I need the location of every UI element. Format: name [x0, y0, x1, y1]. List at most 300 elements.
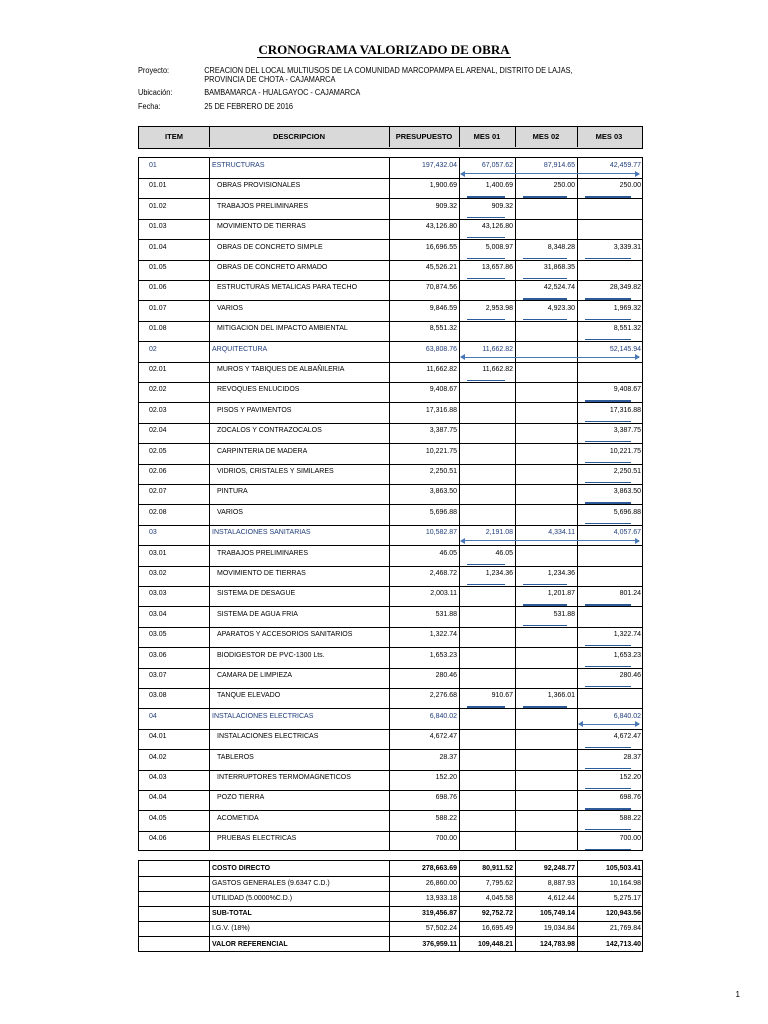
item-code: 03.05 [149, 631, 167, 639]
gantt-bar [467, 258, 505, 259]
column-divider [577, 403, 578, 423]
month2-value [517, 484, 575, 504]
month1-value [459, 280, 513, 300]
budget-value: 46.05 [439, 549, 457, 557]
column-divider [577, 525, 578, 545]
budget-value: 6,840.02 [429, 712, 457, 720]
month2-value [517, 811, 575, 831]
month3-value: 4,057.67 [613, 529, 641, 537]
month1-value: 2,191.08 [485, 529, 513, 537]
summary-row [139, 861, 642, 877]
item-code: 01.05 [149, 264, 167, 271]
summary-budget: 278,663.69 [421, 865, 457, 872]
column-divider [515, 709, 516, 729]
column-divider [209, 811, 210, 831]
item-code: 02.02 [149, 386, 167, 394]
month2-value [517, 444, 575, 464]
table-row [139, 546, 642, 567]
item-code: 01.01 [149, 182, 167, 190]
summary-month2: 124,783.98 [539, 940, 575, 948]
column-divider [515, 811, 516, 831]
summary-month2: 8,887.93 [547, 880, 575, 888]
column-divider [209, 831, 210, 851]
gantt-bar [467, 380, 505, 381]
column-divider [209, 861, 210, 876]
column-divider [577, 342, 578, 362]
item-description: APARATOS Y ACCESORIOS SANITARIOS [217, 631, 353, 639]
location-label: Ubicación: [138, 88, 173, 97]
month2-value: 1,366.01 [547, 692, 575, 700]
column-divider [577, 464, 578, 484]
summary-label: COSTO DIRECTO [212, 865, 271, 872]
summary-label: I.G.V. (18%) [212, 925, 250, 933]
month1-value: 11,662.82 [482, 345, 513, 353]
month2-value [517, 219, 575, 239]
budget-value: 1,900.69 [429, 182, 457, 190]
gantt-bar [585, 339, 631, 340]
summary-month1: 109,448.21 [477, 940, 513, 948]
item-code: 03.02 [149, 570, 167, 577]
item-code: 04.05 [149, 814, 167, 822]
column-divider [577, 240, 578, 260]
column-divider [577, 906, 578, 921]
column-divider [209, 586, 210, 606]
table-row [139, 219, 642, 240]
column-divider [209, 342, 210, 362]
budget-value: 2,276.68 [429, 692, 457, 700]
column-divider [515, 444, 516, 464]
month3-value: 1,653.23 [613, 651, 641, 659]
item-description: MITIGACION DEL IMPACTO AMBIENTAL [217, 325, 348, 333]
gantt-bar [467, 706, 505, 707]
item-code: 03.07 [149, 672, 167, 679]
budget-value: 2,250.51 [429, 468, 457, 475]
document-title [0, 42, 768, 58]
gantt-bar [585, 747, 631, 748]
month3-value [579, 219, 641, 239]
gantt-bar [585, 400, 631, 401]
table-row [139, 423, 642, 444]
table-row [139, 831, 642, 851]
column-divider [515, 403, 516, 423]
summary-table [138, 860, 643, 952]
item-description: TANQUE ELEVADO [217, 692, 281, 700]
column-divider [577, 321, 578, 341]
item-description: VARIOS [217, 508, 243, 516]
column-divider [577, 627, 578, 647]
duration-arrow [461, 357, 639, 358]
column-divider [515, 586, 516, 606]
column-divider [577, 831, 578, 851]
budget-value: 5,696.88 [429, 508, 457, 516]
summary-label: SUB-TOTAL [212, 910, 252, 918]
column-divider [515, 301, 516, 321]
project-label: Proyecto: [138, 66, 170, 75]
month3-value: 52,145.94 [609, 345, 641, 353]
header-mes3: MES 03 [595, 132, 623, 141]
item-description: ESTRUCTURAS METALICAS PARA TECHO [217, 284, 358, 292]
month2-value [517, 709, 575, 729]
month3-value: 28.37 [623, 753, 641, 761]
item-description: PINTURA [217, 488, 248, 496]
column-divider [209, 403, 210, 423]
summary-month1: 4,045.58 [485, 895, 513, 903]
month2-value [517, 546, 575, 566]
month2-value [517, 199, 575, 219]
budget-value: 10,221.75 [425, 447, 457, 455]
item-description: PRUEBAS ELECTRICAS [217, 835, 297, 843]
column-divider [515, 566, 516, 586]
column-divider [577, 260, 578, 280]
gantt-bar [523, 706, 567, 707]
item-description: INSTALACIONES ELECTRICAS [212, 712, 314, 720]
item-code: 04.03 [149, 774, 167, 781]
item-code: 04.04 [149, 794, 167, 802]
budget-value: 3,387.75 [429, 427, 457, 435]
gantt-bar [585, 768, 631, 769]
item-code: 02 [149, 345, 157, 353]
budget-value: 2,003.11 [430, 590, 457, 598]
item-description: PISOS Y PAVIMENTOS [217, 406, 292, 414]
column-divider [209, 240, 210, 260]
column-divider [515, 831, 516, 851]
summary-row [139, 891, 642, 907]
duration-arrow [579, 724, 639, 725]
table-row [139, 484, 642, 505]
month1-value: 43,126.80 [481, 223, 513, 231]
month1-value [459, 648, 513, 668]
month3-value: 280.46 [619, 672, 641, 679]
column-divider [577, 729, 578, 749]
column-divider [515, 790, 516, 810]
gantt-bar [585, 523, 631, 524]
budget-value: 4,672.47 [429, 733, 457, 741]
column-divider [577, 158, 578, 178]
column-divider [515, 607, 516, 627]
gantt-bar [585, 849, 631, 850]
table-row [139, 770, 642, 791]
gantt-bar [523, 278, 567, 279]
month2-value [517, 403, 575, 423]
month3-value: 9,408.67 [613, 386, 641, 394]
column-divider [577, 937, 578, 952]
column-divider [577, 790, 578, 810]
column-divider [577, 362, 578, 382]
table-row [139, 301, 642, 322]
gantt-bar [585, 645, 631, 646]
header-item: ITEM [139, 127, 210, 147]
table-group-row [139, 525, 642, 546]
column-divider [515, 750, 516, 770]
column-divider [209, 199, 210, 219]
column-divider [577, 586, 578, 606]
gantt-bar [585, 196, 631, 197]
month3-value: 152.20 [619, 774, 641, 781]
month2-value: 4,334.11 [548, 529, 575, 537]
table-row [139, 260, 642, 281]
item-code: 04.06 [149, 835, 167, 843]
table-row [139, 607, 642, 628]
column-divider [515, 362, 516, 382]
column-divider [209, 525, 210, 545]
column-divider [209, 301, 210, 321]
month1-value [459, 423, 513, 443]
column-divider [209, 280, 210, 300]
budget-value: 45,526.21 [425, 264, 457, 271]
month2-value [517, 790, 575, 810]
month1-value: 909.32 [491, 202, 513, 210]
budget-value: 3,863.50 [429, 488, 457, 496]
column-divider [515, 688, 516, 708]
summary-budget: 13,933.18 [425, 895, 457, 903]
column-divider [209, 321, 210, 341]
item-description: INSTALACIONES SANITARIAS [212, 529, 311, 537]
table-group-row [139, 158, 642, 179]
month1-value: 5,008.97 [485, 243, 513, 251]
month3-value: 3,863.50 [613, 488, 641, 496]
gantt-bar [523, 196, 567, 197]
item-code: 01.03 [149, 223, 167, 231]
column-divider [515, 423, 516, 443]
column-divider [515, 861, 516, 876]
item-description: TRABAJOS PRELIMINARES [217, 202, 309, 210]
column-divider [577, 688, 578, 708]
header-mes1: MES 01 [459, 127, 516, 147]
column-divider [515, 464, 516, 484]
column-divider [515, 921, 516, 936]
column-divider [577, 301, 578, 321]
month1-value [459, 729, 513, 749]
column-divider [515, 260, 516, 280]
month1-value [459, 403, 513, 423]
column-divider [577, 382, 578, 402]
summary-label: VALOR REFERENCIAL [212, 940, 288, 948]
budget-value: 10,582.87 [425, 529, 457, 537]
table-row [139, 240, 642, 261]
item-code: 04 [149, 712, 157, 720]
summary-row [139, 876, 642, 892]
item-code: 01.04 [149, 243, 167, 251]
column-divider [577, 219, 578, 239]
item-code: 01.06 [149, 284, 167, 292]
table-row [139, 382, 642, 403]
item-code: 01.07 [149, 304, 167, 312]
item-description: REVOQUES ENLUCIDOS [217, 386, 300, 394]
gantt-bar [585, 686, 631, 687]
document-title-text: CRONOGRAMA VALORIZADO DE OBRA [258, 42, 510, 57]
column-divider [577, 505, 578, 525]
month2-value: 1,201.87 [547, 590, 575, 598]
item-description: VIDRIOS, CRISTALES Y SIMILARES [217, 468, 334, 475]
table-row [139, 444, 642, 465]
month2-value [517, 729, 575, 749]
item-code: 02.03 [149, 406, 167, 414]
month2-value [517, 648, 575, 668]
month3-value: 588.22 [619, 814, 641, 822]
table-row [139, 648, 642, 669]
column-divider [515, 505, 516, 525]
budget-value: 9,408.67 [429, 386, 457, 394]
item-code: 04.01 [149, 733, 167, 741]
month1-value [459, 321, 513, 341]
month2-value [517, 770, 575, 790]
month1-value [459, 790, 513, 810]
item-description: OBRAS DE CONCRETO ARMADO [217, 264, 328, 271]
month1-value: 11,662.82 [482, 366, 513, 373]
column-divider [209, 627, 210, 647]
item-description: ESTRUCTURAS [212, 162, 265, 169]
gantt-bar [585, 482, 631, 483]
item-description: VARIOS [217, 304, 243, 312]
item-code: 02.06 [149, 468, 167, 475]
month3-value: 5,696.88 [613, 508, 641, 516]
table-row [139, 178, 642, 199]
table-row [139, 199, 642, 220]
column-divider [209, 566, 210, 586]
column-divider [209, 444, 210, 464]
month1-value [459, 607, 513, 627]
month2-value: 1,234.36 [547, 570, 575, 577]
item-description: SISTEMA DE DESAGUE [217, 590, 296, 598]
summary-month3: 10,164.98 [609, 880, 641, 888]
item-code: 03.03 [149, 590, 167, 598]
column-divider [577, 607, 578, 627]
column-divider [209, 709, 210, 729]
column-divider [515, 546, 516, 566]
gantt-bar [523, 584, 567, 585]
item-description: ACOMETIDA [217, 814, 259, 822]
column-divider [515, 770, 516, 790]
table-row [139, 811, 642, 832]
column-divider [577, 444, 578, 464]
column-divider [209, 178, 210, 198]
budget-value: 43,126.80 [425, 223, 457, 231]
month1-value [459, 770, 513, 790]
item-description: TABLEROS [217, 753, 254, 761]
column-divider [209, 750, 210, 770]
gantt-bar [467, 237, 505, 238]
month1-value [459, 811, 513, 831]
table-group-row [139, 709, 642, 730]
column-divider [209, 891, 210, 906]
gantt-bar [467, 196, 505, 197]
item-code: 01.02 [149, 202, 167, 210]
table-row [139, 729, 642, 750]
gantt-bar [585, 829, 631, 830]
gantt-bar [523, 625, 567, 626]
budget-value: 197,432.04 [421, 162, 457, 169]
summary-budget: 26,860.00 [425, 880, 457, 888]
month2-value [517, 750, 575, 770]
month2-value: 42,524.74 [543, 284, 575, 292]
month3-value: 6,840.02 [613, 712, 641, 720]
table-row [139, 321, 642, 342]
item-code: 03 [149, 529, 157, 537]
column-divider [209, 505, 210, 525]
month3-value: 17,316.88 [609, 406, 641, 414]
month1-value [459, 668, 513, 688]
gantt-bar [585, 298, 631, 299]
month3-value: 250.00 [619, 182, 641, 190]
item-code: 03.06 [149, 651, 167, 659]
budget-value: 588.22 [435, 814, 457, 822]
month3-value: 2,250.51 [613, 468, 641, 475]
column-divider [209, 648, 210, 668]
column-divider [209, 921, 210, 936]
gantt-bar [585, 462, 631, 463]
summary-label: GASTOS GENERALES (9.6347 C.D.) [212, 880, 330, 888]
table-row [139, 668, 642, 689]
item-code: 03.01 [149, 549, 167, 557]
gantt-bar [467, 319, 505, 320]
summary-row [139, 921, 642, 937]
gantt-bar [585, 808, 631, 809]
column-divider [515, 199, 516, 219]
gantt-bar [585, 788, 631, 789]
budget-value: 17,316.88 [425, 406, 457, 414]
budget-value: 11,662.82 [426, 366, 457, 373]
budget-value: 28.37 [439, 753, 457, 761]
table-row [139, 688, 642, 709]
month2-value [517, 362, 575, 382]
duration-arrow [461, 173, 639, 174]
month2-value [517, 321, 575, 341]
item-description: CAMARA DE LIMPIEZA [217, 672, 293, 679]
table-group-row [139, 342, 642, 363]
column-divider [209, 668, 210, 688]
schedule-table [138, 157, 643, 851]
summary-month1: 16,695.49 [481, 925, 513, 933]
budget-value: 9,846.59 [429, 304, 457, 312]
table-header [138, 126, 643, 149]
column-divider [515, 627, 516, 647]
column-divider [577, 178, 578, 198]
budget-value: 698.76 [435, 794, 457, 802]
column-divider [577, 668, 578, 688]
column-divider [515, 891, 516, 906]
month1-value: 1,234.36 [485, 570, 513, 577]
column-divider [515, 342, 516, 362]
duration-arrow [461, 540, 639, 541]
summary-budget: 376,959.11 [422, 940, 457, 948]
gantt-bar [585, 319, 631, 320]
column-divider [209, 158, 210, 178]
summary-label: UTILIDAD (5.0000%C.D.) [212, 895, 293, 903]
gantt-bar [467, 564, 505, 565]
column-divider [515, 906, 516, 921]
column-divider [515, 937, 516, 952]
budget-value: 280.46 [435, 672, 457, 679]
column-divider [209, 260, 210, 280]
item-description: MUROS Y TABIQUES DE ALBAÑILERIA [217, 366, 345, 373]
month1-value [459, 627, 513, 647]
column-divider [515, 729, 516, 749]
budget-value: 8,551.32 [429, 325, 457, 333]
month3-value: 10,221.75 [609, 447, 641, 455]
summary-budget: 57,502.24 [425, 925, 457, 933]
month2-value: 87,914.65 [543, 162, 575, 169]
month2-value [517, 382, 575, 402]
month2-value: 8,348.28 [547, 243, 575, 251]
gantt-bar [523, 298, 567, 299]
column-divider [515, 525, 516, 545]
table-row [139, 362, 642, 383]
budget-value: 700.00 [435, 835, 457, 843]
gantt-bar [585, 502, 631, 503]
item-description: MOVIMIENTO DE TIERRAS [217, 570, 306, 577]
column-divider [577, 891, 578, 906]
month1-value: 2,953.98 [485, 304, 513, 312]
